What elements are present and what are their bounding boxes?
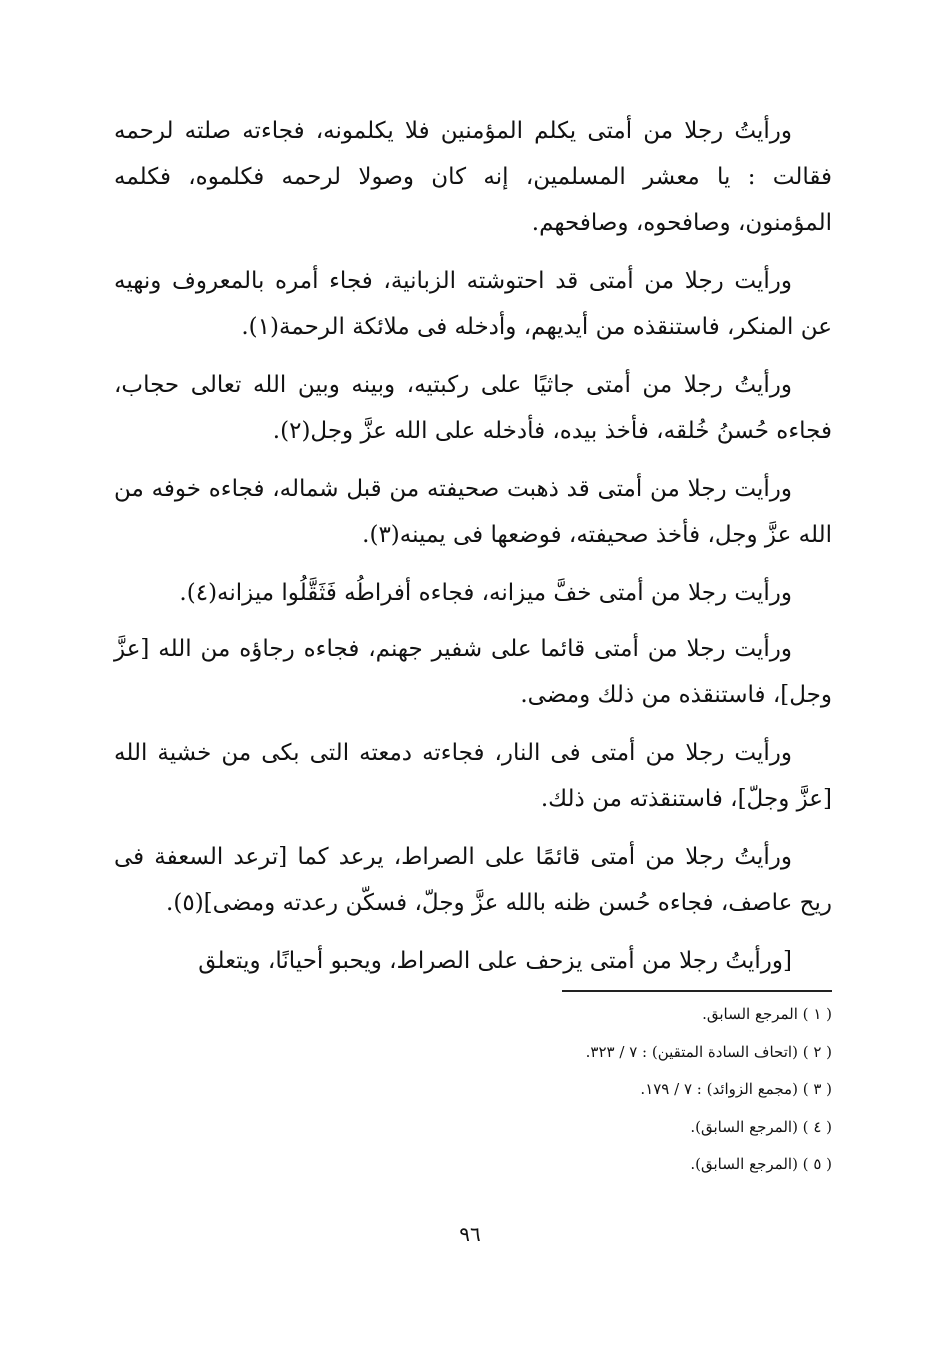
paragraph-8: ورأيتُ رجلا من أمتى قائمًا على الصراط، يرعد كما [ترعد السعفة فى ريح عاصف، فجاءه حُسن ظنه بالله عزَّ وجلّ، فسكّن رعدته ومضى](٥).: [114, 844, 832, 916]
paragraph-3: ورأيتُ رجلا من أمتى جاثيًا على ركبتيه، وبينه وبين الله تعالى حجاب، فجاءه حُسنُ خُلقه، فأخذ بيده، فأدخله على الله عزَّ وجل(٢).: [114, 372, 832, 444]
footnote-5: ( ٥ ) (المرجع السابق).: [690, 1155, 832, 1173]
paragraph-9: [ورأيتُ رجلا من أمتى يزحف على الصراط، ويحبو أحيانًا، ويتعلق: [198, 948, 792, 974]
page-number: ٩٦: [459, 1222, 481, 1246]
paragraph-1: ورأيتُ رجلا من أمتى يكلم المؤمنين فلا يكلمونه، فجاءته صلته لرحمه فقالت : يا معشر المسلمين، إنه كان وصولا لرحمه فكلموه، فكلمه المؤمنون، وصافحوه، وصافحهم.: [114, 118, 832, 236]
footnote-4: ( ٤ ) (المرجع السابق).: [690, 1117, 832, 1136]
main-text: [114, 108, 832, 996]
paragraph-7: ورأيت رجلا من أمتى فى النار، فجاءته دمعته التى بكى من خشية الله [عزَّ وجلّ]، فاستنقذته من ذلك.: [114, 740, 832, 812]
paragraph-5: ورأيت رجلا من أمتى خفَّ ميزانه، فجاءه أفراطُه فَثَقَّلُوا ميزانه(٤).: [179, 580, 792, 606]
footnotes: [500, 996, 832, 1184]
footnote-divider: [562, 990, 832, 992]
paragraph-2: ورأيت رجلا من أمتى قد احتوشته الزبانية، فجاء أمره بالمعروف ونهيه عن المنكر، فاستنقذه من أيديهم، وأدخله فى ملائكة الرحمة(١).: [114, 268, 832, 340]
footnote-2: ( ٢ ) (اتحاف السادة المتقين) : ٧ / ٣٢٣.: [585, 1042, 832, 1061]
footnote-3: ( ٣ ) (مجمع الزوائد) : ٧ / ١٧٩.: [640, 1080, 832, 1098]
footnote-1: ( ١ ) المرجع السابق.: [702, 1005, 832, 1023]
paragraph-4: ورأيت رجلا من أمتى قد ذهبت صحيفته من قبل شماله، فجاءه خوفه من الله عزَّ وجل، فأخذ صحيفته، فوضعها فى يمينه(٣).: [114, 476, 832, 548]
paragraph-6: ورأيت رجلا من أمتى قائما على شفير جهنم، فجاءه رجاؤه من الله [عزَّ وجل]، فاستنقذه من ذلك ومضى.: [114, 636, 832, 708]
